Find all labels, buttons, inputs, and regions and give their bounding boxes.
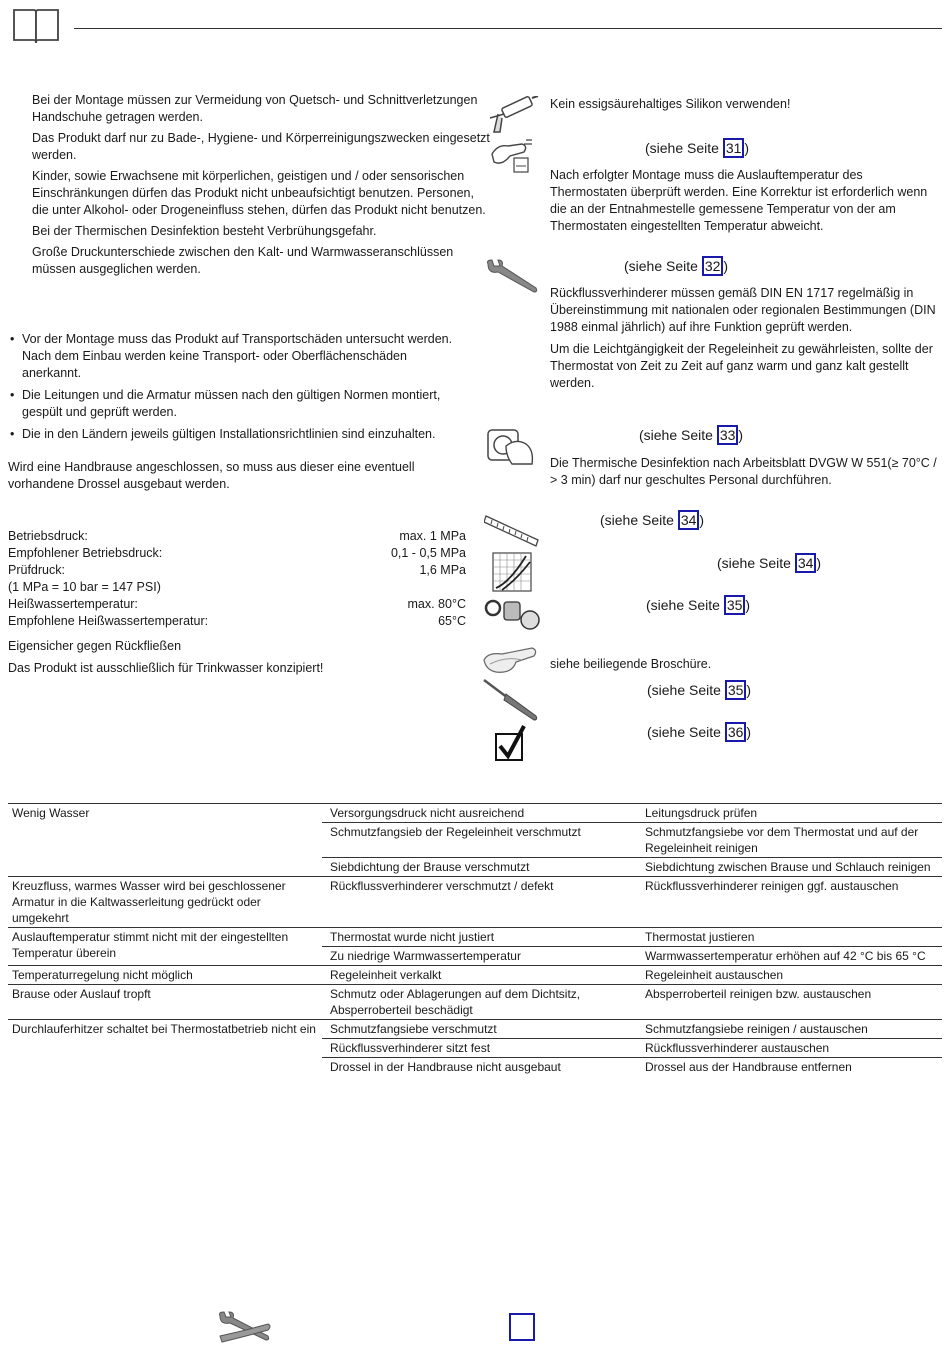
page-reference: (siehe Seite 33 )	[639, 427, 744, 443]
cause-cell: Versorgungsdruck nicht ausreichend	[322, 804, 637, 823]
tools-icon	[216, 1310, 272, 1346]
problem-cell: Temperaturregelung nicht möglich	[8, 966, 322, 985]
spare-parts-icon	[484, 596, 542, 632]
problem-cell: Auslauftemperatur stimmt nicht mit der eingestellten Temperatur überein	[8, 928, 322, 966]
spec-row: Empfohlene Heißwassertemperatur: 65°C	[8, 614, 466, 628]
table-row	[8, 928, 942, 947]
page-link[interactable]: 36	[725, 722, 747, 742]
remedy-cell: Warmwassertemperatur erhöhen auf 42 °C bis 65 °C	[637, 947, 942, 966]
page-reference: (siehe Seite 34 )	[600, 512, 705, 528]
flow-diagram-icon	[492, 552, 532, 592]
problem-cell: Brause oder Auslauf tropft	[8, 985, 322, 1020]
safety-notes	[8, 92, 490, 282]
problem-cell: Kreuzfluss, warmes Wasser wird bei geschlossener Armatur in die Kaltwasserleitung gedrückt oder umgekehrt	[8, 877, 322, 928]
page-reference: (siehe Seite 35 )	[647, 682, 752, 698]
page-reference: (siehe Seite 35 )	[646, 597, 751, 613]
safety-note: Bei der Montage müssen zur Vermeidung von Quetsch- und Schnittverletzungen Handschuhe getragen werden.	[32, 93, 478, 124]
page-link[interactable]: 33	[717, 425, 739, 445]
ruler-icon	[484, 512, 540, 548]
problem-cell: Durchlauferhitzer schaltet bei Thermostatbetrieb nicht ein	[8, 1020, 322, 1077]
header-rule	[74, 28, 942, 29]
thermometer-hand-icon	[488, 136, 538, 178]
problem-cell: Wenig Wasser	[8, 804, 322, 877]
safety-note: Das Produkt darf nur zu Bade-, Hygiene- und Körperreinigungszwecken eingesetzt werden.	[32, 131, 490, 162]
disinfection-valve-icon	[486, 424, 538, 470]
safety-note: Bei der Thermischen Desinfektion besteht Verbrühungsgefahr.	[32, 224, 377, 238]
maintenance-text: Um die Leichtgängigkeit der Regeleinheit zu gewährleisten, sollte der Thermostat von Zeit zu Zeit auf ganz warm und ganz kalt gestellt werden.	[550, 342, 933, 390]
drinking-water-note: Das Produkt ist ausschließlich für Trinkwasser konzipiert!	[8, 661, 324, 675]
disinfection-text: Die Thermische Desinfektion nach Arbeitsblatt DVGW W 551(≥ 70°C / > 3 min) darf nur geschultes Personal durchführen.	[550, 456, 937, 487]
cause-cell: Schmutzfangsiebe verschmutzt	[322, 1020, 637, 1039]
table-row	[8, 966, 942, 985]
cause-cell: Siebdichtung der Brause verschmutzt	[322, 858, 637, 877]
page-link[interactable]: 35	[725, 680, 747, 700]
cause-cell: Zu niedrige Warmwassertemperatur	[322, 947, 637, 966]
mounting-note: • Vor der Montage muss das Produkt auf Transportschäden untersucht werden. Nach dem Einbau werden keine Transport- oder Oberflächenschäden anerkannt.	[8, 331, 466, 382]
screwdriver-icon	[482, 678, 540, 722]
technical-data	[8, 528, 466, 630]
remedy-cell: Rückflussverhinderer austauschen	[637, 1039, 942, 1058]
brochure-note: siehe beiliegende Broschüre.	[550, 657, 712, 671]
handbrause-note: Wird eine Handbrause angeschlossen, so muss aus dieser eine eventuell vorhandene Drossel ausgebaut werden.	[8, 460, 415, 491]
silicone-note: Kein essigsäurehaltiges Silikon verwenden!	[550, 97, 791, 111]
remedy-cell: Absperroberteil reinigen bzw. austauschen	[637, 985, 942, 1020]
spec-row: Heißwassertemperatur: max. 80°C	[8, 597, 466, 611]
wrench-icon	[484, 258, 540, 294]
backflow-note: Eigensicher gegen Rückfließen	[8, 639, 182, 653]
adjustment-text: Nach erfolgter Montage muss die Auslauftemperatur des Thermostaten überprüft werden. Eine Korrektur ist erforderlich wenn die an der Entnahmestelle gemessene Temperatur von der am Thermostaten eingestellten Temperatur abweicht.	[550, 168, 928, 233]
cause-cell: Rückflussverhinderer sitzt fest	[322, 1039, 637, 1058]
remedy-cell: Schmutzfangsiebe reinigen / austauschen	[637, 1020, 942, 1039]
table-row	[8, 985, 942, 1020]
page-link[interactable]: 32	[702, 256, 724, 276]
remedy-cell: Leitungsdruck prüfen	[637, 804, 942, 823]
manual-book-icon	[12, 7, 60, 45]
remedy-cell: Siebdichtung zwischen Brause und Schlauch reinigen	[637, 858, 942, 877]
silicone-gun-icon	[488, 96, 540, 136]
page-link[interactable]: 34	[678, 510, 700, 530]
mounting-note: • Die Leitungen und die Armatur müssen nach den gültigen Normen montiert, gespült und geprüft werden.	[8, 387, 466, 421]
page-reference: (siehe Seite 34 )	[717, 555, 822, 571]
table-row	[8, 1020, 942, 1039]
page-link[interactable]: 35	[724, 595, 746, 615]
safety-note: Kinder, sowie Erwachsene mit körperlichen, geistigen und / oder sensorischen Einschränkungen dürfen das Produkt nicht unbeaufsichtigt benutzen. Personen, die unter Alkohol- oder Drogeneinfluss stehen, dürfen das Produkt nicht benutzen.	[32, 169, 486, 217]
page-link[interactable]: 31	[723, 138, 745, 158]
cause-cell: Schmutz oder Ablagerungen auf dem Dichtsitz, Absperroberteil beschädigt	[322, 985, 637, 1020]
page-link[interactable]: 34	[795, 553, 817, 573]
cause-cell: Thermostat wurde nicht justiert	[322, 928, 637, 947]
cause-cell: Schmutzfangsieb der Regeleinheit verschmutzt	[322, 823, 637, 858]
page-reference: (siehe Seite 31 )	[645, 140, 750, 156]
safety-note: Große Druckunterschiede zwischen den Kalt- und Warmwasseranschlüssen müssen ausgeglichen werden.	[32, 245, 454, 276]
remedy-cell: Rückflussverhinderer reinigen ggf. austauschen	[637, 877, 942, 928]
remedy-cell: Schmutzfangsiebe vor dem Thermostat und auf der Regeleinheit reinigen	[637, 823, 942, 858]
troubleshooting-table	[8, 803, 942, 1076]
remedy-cell: Thermostat justieren	[637, 928, 942, 947]
checkbox-checked-icon	[494, 724, 528, 764]
page-number-box	[509, 1313, 535, 1341]
table-row	[8, 804, 942, 823]
remedy-cell: Regeleinheit austauschen	[637, 966, 942, 985]
spec-row: Prüfdruck: 1,6 MPa	[8, 563, 466, 577]
cleaning-hand-icon	[482, 642, 540, 676]
maintenance-text: Rückflussverhinderer müssen gemäß DIN EN 1717 regelmäßig in Übereinstimmung mit nationalen oder regionalen Bestimmungen (DIN 1988 einmal jährlich) auf ihre Funktion geprüft werden.	[550, 286, 936, 334]
mounting-notes	[8, 331, 466, 448]
cause-cell: Rückflussverhinderer verschmutzt / defekt	[322, 877, 637, 928]
spec-row: Betriebsdruck: max. 1 MPa	[8, 529, 466, 543]
page-reference: (siehe Seite 32 )	[624, 258, 729, 274]
cause-cell: Drossel in der Handbrause nicht ausgebaut	[322, 1058, 637, 1077]
page-reference: (siehe Seite 36 )	[647, 724, 752, 740]
spec-row: (1 MPa = 10 bar = 147 PSI)	[8, 580, 161, 594]
mounting-note: • Die in den Ländern jeweils gültigen Installationsrichtlinien sind einzuhalten.	[8, 426, 466, 443]
table-row	[8, 877, 942, 928]
cause-cell: Regeleinheit verkalkt	[322, 966, 637, 985]
remedy-cell: Drossel aus der Handbrause entfernen	[637, 1058, 942, 1077]
spec-row: Empfohlener Betriebsdruck: 0,1 - 0,5 MPa	[8, 546, 466, 560]
